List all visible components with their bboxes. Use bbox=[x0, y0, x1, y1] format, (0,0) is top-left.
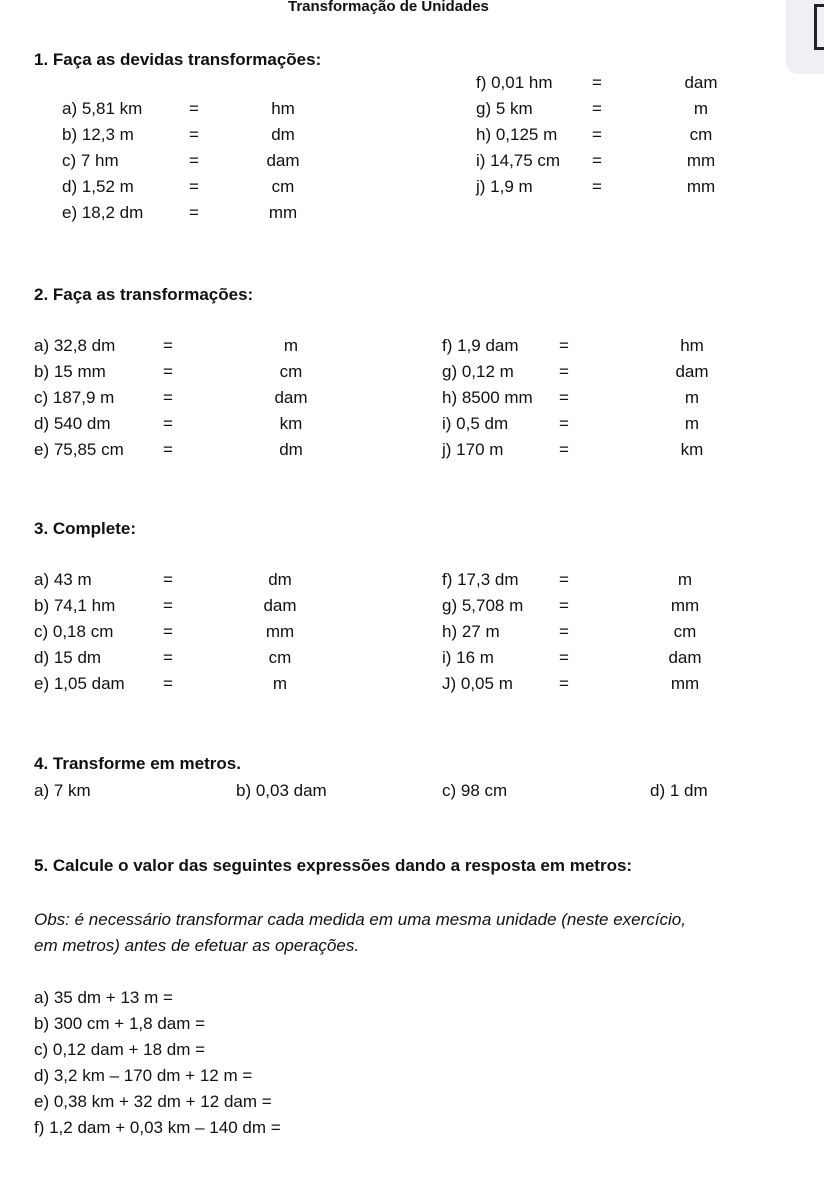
equals-sign: = bbox=[559, 388, 569, 407]
equals-sign: = bbox=[559, 336, 569, 355]
section-2-heading: 2. Faça as transformações: bbox=[34, 285, 254, 304]
exercise-label: h) 27 m bbox=[442, 622, 500, 641]
equals-sign: = bbox=[592, 177, 602, 196]
exercise-label: b) 74,1 hm bbox=[34, 596, 116, 615]
exercise-label: e) 75,85 cm bbox=[34, 440, 124, 459]
equals-sign: = bbox=[189, 125, 199, 144]
target-unit: mm bbox=[670, 596, 700, 615]
equals-sign: = bbox=[559, 570, 569, 589]
exercise-label: f) 1,9 dam bbox=[442, 336, 519, 355]
exercise-label: d) 540 dm bbox=[34, 414, 111, 433]
exercise-label: h) 8500 mm bbox=[442, 388, 533, 407]
target-unit: dam bbox=[274, 388, 308, 407]
target-unit: dm bbox=[271, 125, 295, 144]
bracket-icon bbox=[814, 4, 824, 50]
target-unit: m bbox=[684, 414, 700, 433]
exercise-label: a) 43 m bbox=[34, 570, 92, 589]
target-unit: m bbox=[272, 674, 288, 693]
exercise-label: e) 1,05 dam bbox=[34, 674, 125, 693]
section-1-heading: 1. Faça as devidas transformações: bbox=[34, 50, 322, 69]
target-unit: mm bbox=[268, 203, 298, 222]
page-title: Transformação de Unidades bbox=[288, 0, 489, 15]
s4-item: c) 98 cm bbox=[442, 781, 508, 800]
equals-sign: = bbox=[189, 99, 199, 118]
equals-sign: = bbox=[163, 648, 173, 667]
section-4-heading: 4. Transforme em metros. bbox=[34, 754, 241, 773]
target-unit: hm bbox=[271, 99, 295, 118]
equals-sign: = bbox=[592, 73, 602, 92]
exercise-label: a) 5,81 km bbox=[62, 99, 143, 118]
equals-sign: = bbox=[163, 414, 173, 433]
equals-sign: = bbox=[163, 336, 173, 355]
section-5-heading: 5. Calcule o valor das seguintes expressões dando a resposta em metros: bbox=[34, 856, 633, 875]
exercise-label: i) 14,75 cm bbox=[476, 151, 561, 170]
target-unit: mm bbox=[670, 674, 700, 693]
exercise-label: d) 1,52 m bbox=[62, 177, 134, 196]
target-unit: dam bbox=[263, 596, 297, 615]
target-unit: dm bbox=[268, 570, 292, 589]
exercise-label: g) 5 km bbox=[476, 99, 533, 118]
equals-sign: = bbox=[163, 570, 173, 589]
equals-sign: = bbox=[189, 177, 199, 196]
target-unit: cm bbox=[689, 125, 713, 144]
equals-sign: = bbox=[559, 674, 569, 693]
target-unit: dam bbox=[668, 648, 702, 667]
equals-sign: = bbox=[163, 622, 173, 641]
target-unit: cm bbox=[271, 177, 295, 196]
target-unit: dam bbox=[684, 73, 718, 92]
section-3-heading: 3. Complete: bbox=[34, 519, 137, 538]
exercise-label: J) 0,05 m bbox=[442, 674, 513, 693]
target-unit: mm bbox=[686, 151, 716, 170]
equals-sign: = bbox=[163, 674, 173, 693]
equals-sign: = bbox=[559, 596, 569, 615]
expression-item: f) 1,2 dam + 0,03 km – 140 dm = bbox=[34, 1118, 281, 1137]
exercise-label: b) 15 mm bbox=[34, 362, 106, 381]
equals-sign: = bbox=[559, 648, 569, 667]
target-unit: m bbox=[283, 336, 299, 355]
target-unit: dam bbox=[266, 151, 300, 170]
exercise-label: c) 0,18 cm bbox=[34, 622, 114, 641]
obs-line-2: em metros) antes de efetuar as operações. bbox=[34, 936, 360, 955]
exercise-label: i) 16 m bbox=[442, 648, 494, 667]
exercise-label: j) 170 m bbox=[442, 440, 504, 459]
equals-sign: = bbox=[163, 388, 173, 407]
equals-sign: = bbox=[163, 596, 173, 615]
exercise-label: c) 7 hm bbox=[62, 151, 119, 170]
target-unit: mm bbox=[686, 177, 716, 196]
expression-item: e) 0,38 km + 32 dm + 12 dam = bbox=[34, 1092, 272, 1111]
expression-item: c) 0,12 dam + 18 dm = bbox=[34, 1040, 206, 1059]
equals-sign: = bbox=[559, 622, 569, 641]
target-unit: m bbox=[693, 99, 709, 118]
equals-sign: = bbox=[592, 125, 602, 144]
exercise-label: h) 0,125 m bbox=[476, 125, 558, 144]
s4-item: b) 0,03 dam bbox=[236, 781, 327, 800]
exercise-label: g) 0,12 m bbox=[442, 362, 514, 381]
expression-item: a) 35 dm + 13 m = bbox=[34, 988, 173, 1007]
target-unit: hm bbox=[680, 336, 704, 355]
equals-sign: = bbox=[189, 151, 199, 170]
exercise-label: b) 12,3 m bbox=[62, 125, 134, 144]
equals-sign: = bbox=[189, 203, 199, 222]
target-unit: dam bbox=[675, 362, 709, 381]
exercise-label: c) 187,9 m bbox=[34, 388, 115, 407]
target-unit: cm bbox=[673, 622, 697, 641]
exercise-label: e) 18,2 dm bbox=[62, 203, 144, 222]
equals-sign: = bbox=[559, 362, 569, 381]
obs-line-1: Obs: é necessário transformar cada medida em uma mesma unidade (neste exercício, bbox=[34, 910, 686, 929]
equals-sign: = bbox=[592, 151, 602, 170]
target-unit: m bbox=[684, 388, 700, 407]
exercise-label: a) 32,8 dm bbox=[34, 336, 116, 355]
expression-item: d) 3,2 km – 170 dm + 12 m = bbox=[34, 1066, 253, 1085]
exercise-label: j) 1,9 m bbox=[476, 177, 533, 196]
target-unit: dm bbox=[279, 440, 303, 459]
target-unit: km bbox=[279, 414, 303, 433]
target-unit: m bbox=[677, 570, 693, 589]
exercise-label: g) 5,708 m bbox=[442, 596, 524, 615]
target-unit: cm bbox=[268, 648, 292, 667]
equals-sign: = bbox=[559, 414, 569, 433]
s4-item: d) 1 dm bbox=[650, 781, 708, 800]
equals-sign: = bbox=[163, 440, 173, 459]
exercise-label: i) 0,5 dm bbox=[442, 414, 509, 433]
exercise-label: f) 17,3 dm bbox=[442, 570, 519, 589]
exercise-label: d) 15 dm bbox=[34, 648, 102, 667]
expression-item: b) 300 cm + 1,8 dam = bbox=[34, 1014, 206, 1033]
target-unit: mm bbox=[265, 622, 295, 641]
s4-item: a) 7 km bbox=[34, 781, 91, 800]
equals-sign: = bbox=[559, 440, 569, 459]
equals-sign: = bbox=[592, 99, 602, 118]
equals-sign: = bbox=[163, 362, 173, 381]
exercise-label: f) 0,01 hm bbox=[476, 73, 553, 92]
target-unit: km bbox=[680, 440, 704, 459]
target-unit: cm bbox=[279, 362, 303, 381]
